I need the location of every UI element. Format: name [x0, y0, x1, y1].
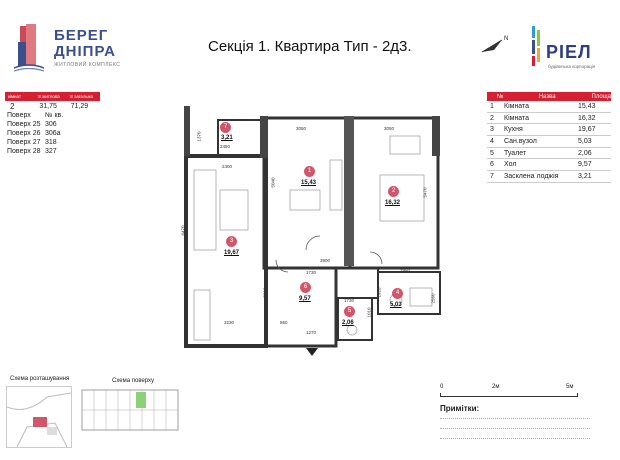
- room-marker-7: 7: [220, 122, 231, 133]
- room-area-5: 2,06: [342, 320, 354, 326]
- floor-plan: [180, 100, 450, 360]
- room-area: 15,43: [578, 102, 596, 110]
- floor-apt-number: 327: [45, 148, 57, 155]
- room-number: 7: [490, 172, 494, 180]
- dimension-label: 2910: [262, 287, 268, 298]
- scale-line: [440, 393, 578, 397]
- dimension-label: 1010: [366, 307, 372, 318]
- room-row: [487, 159, 611, 171]
- room-area: 2,06: [578, 149, 592, 157]
- location-scheme-label: Схема розташування: [10, 376, 70, 382]
- dimension-label: 1730: [306, 270, 317, 275]
- room-area-6: 9,57: [299, 296, 311, 302]
- scale-zero: 0: [440, 384, 444, 390]
- room-marker-3: 3: [226, 236, 237, 247]
- floors-header-apt: № кв.: [45, 112, 64, 119]
- room-area-1: 15,43: [301, 180, 317, 186]
- summary-values: [5, 101, 100, 111]
- room-name: Туалет: [504, 149, 527, 157]
- dimension-label: 6470: [180, 225, 186, 236]
- floor-scheme-drawing: [80, 386, 180, 434]
- compass-north-letter: N: [504, 36, 509, 42]
- room-area: 19,67: [578, 126, 596, 134]
- dimension-label: 1730: [344, 298, 355, 303]
- summary-table: [5, 92, 100, 156]
- dimension-label: 1920: [376, 287, 382, 298]
- room-area: 16,32: [578, 114, 596, 122]
- dimension-label: 1950: [400, 268, 411, 273]
- brand-name: РІЕЛ: [546, 42, 592, 62]
- rooms-header-number: №: [497, 93, 504, 100]
- room-marker-2: 2: [388, 186, 399, 197]
- floor-label: Поверх 27: [7, 139, 41, 146]
- room-area-7: 3,21: [221, 135, 233, 141]
- room-area-4: 5,03: [390, 302, 402, 308]
- floor-row: [5, 120, 100, 129]
- room-area-3: 19,67: [224, 250, 240, 256]
- dimension-label: 2450: [220, 144, 231, 149]
- floor-row: [5, 147, 100, 156]
- room-row: [487, 101, 611, 113]
- room-number: 6: [490, 161, 494, 169]
- floor-row: [5, 138, 100, 147]
- floor-scheme: [80, 386, 180, 434]
- room-row: [487, 124, 611, 136]
- rooms-header-area: Площа: [591, 93, 611, 100]
- floor-row: [5, 129, 100, 138]
- notes-line: [440, 438, 590, 439]
- summary-total-value: 71,29: [70, 102, 89, 110]
- brand-subtitle: будівельна корпорація: [548, 64, 596, 69]
- room-area: 5,03: [578, 137, 592, 145]
- room-marker-6: 6: [300, 282, 311, 293]
- summary-header-rooms: кімнат: [8, 94, 22, 99]
- room-name: Кімната: [504, 102, 530, 110]
- logo-subtitle: ЖИТЛОВИЙ КОМПЛЕКС: [54, 62, 121, 68]
- location-scheme: [6, 386, 72, 448]
- room-name: Сан.вузол: [504, 137, 537, 145]
- room-area-2: 16,32: [385, 200, 401, 206]
- summary-living-value: 31,75: [39, 102, 57, 110]
- scale-bar: [440, 384, 590, 404]
- room-row: [487, 136, 611, 148]
- dimension-label: 860: [280, 320, 288, 325]
- room-name: Засклена лоджія: [504, 172, 559, 180]
- room-number: 1: [490, 102, 494, 110]
- room-number: 5: [490, 149, 494, 157]
- scale-end: 5м: [566, 384, 574, 390]
- rooms-table: [487, 92, 611, 183]
- compass-arrow-icon: [480, 36, 509, 56]
- summary-rooms-value: 2: [10, 101, 15, 111]
- dimension-label: 5040: [270, 177, 276, 188]
- location-map-drawing: [7, 387, 71, 447]
- room-name: Кімната: [504, 114, 530, 122]
- notes-line: [440, 418, 590, 419]
- floor-apt-number: 306: [45, 121, 57, 128]
- logo: [14, 22, 124, 74]
- scale-mid: 2м: [492, 384, 500, 390]
- compass: [480, 36, 512, 56]
- dimension-label: 3050: [296, 126, 307, 131]
- dimension-label: 5470: [422, 187, 428, 198]
- room-name: Кухня: [504, 126, 523, 134]
- building-logo-icon: [14, 22, 44, 74]
- brand-mark-icon: [530, 24, 544, 68]
- logo-line2: ДНІПРА: [54, 43, 116, 60]
- floor-label: Поверх 28: [7, 148, 41, 155]
- dimension-label: 1270: [306, 330, 317, 335]
- room-area: 9,57: [578, 161, 592, 169]
- dimension-label: 3050: [384, 126, 395, 131]
- notes-label: Примітки:: [440, 404, 480, 413]
- room-row: [487, 148, 611, 160]
- summary-header-total: S загальна: [70, 94, 93, 99]
- room-name: Хол: [504, 161, 517, 169]
- room-area: 3,21: [578, 172, 592, 180]
- room-row: [487, 113, 611, 125]
- dimension-label: 3230: [224, 320, 235, 325]
- floors-header: [5, 111, 100, 120]
- page-title: Секція 1. Квартира Тип - 2д3.: [208, 38, 412, 55]
- room-number: 2: [490, 114, 494, 122]
- floor-apt-number: 306а: [45, 130, 61, 137]
- room-number: 3: [490, 126, 494, 134]
- room-marker-5: 5: [344, 306, 355, 317]
- notes-line: [440, 428, 590, 429]
- rooms-header-name: Назва: [538, 93, 556, 100]
- room-row: [487, 171, 611, 183]
- summary-header: [5, 92, 100, 101]
- logo-line1: БЕРЕГ: [54, 27, 109, 44]
- summary-header-living: S житлова: [38, 94, 60, 99]
- floors-header-floor: Поверх: [7, 112, 31, 119]
- floor-apt-number: 318: [45, 139, 57, 146]
- room-number: 4: [490, 137, 494, 145]
- room-marker-4: 4: [392, 288, 403, 299]
- dimension-label: 3900: [320, 258, 331, 263]
- rooms-header: [487, 92, 611, 101]
- dimension-label: 2400: [222, 164, 233, 169]
- floor-label: Поверх 26: [7, 130, 41, 137]
- dimension-label: 2560: [430, 293, 436, 304]
- floor-label: Поверх 25: [7, 121, 41, 128]
- dimension-label: 1370: [196, 131, 202, 142]
- brand-logo: [530, 24, 615, 74]
- floor-scheme-label: Схема поверху: [112, 378, 155, 384]
- room-marker-1: 1: [304, 166, 315, 177]
